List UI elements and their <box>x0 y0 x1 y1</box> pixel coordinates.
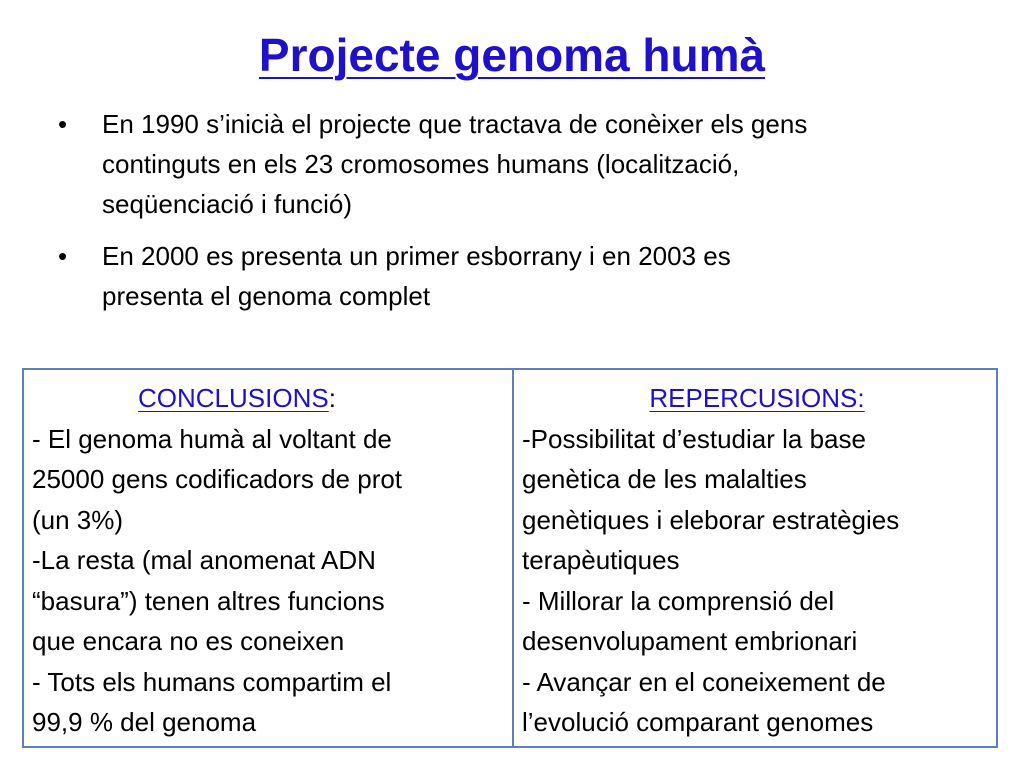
conclusions-text-line: - Tots els humans compartim el <box>32 666 392 697</box>
bullet-item <box>58 236 958 316</box>
bullet-text-line: continguts en els 23 cromosomes humans (localització, <box>102 149 740 179</box>
slide-title-link[interactable]: Projecte genoma humà <box>258 29 766 81</box>
repercussions-text-line: l’evolució comparant genomes <box>522 707 874 737</box>
repercussions-text-line: genètiques i eleborar estratègies <box>522 504 900 535</box>
repercussions-text-line: desenvolupament embrionari <box>522 626 858 656</box>
bullet-text-line: En 2000 es presenta un primer esborrany i en 2003 es <box>102 241 731 271</box>
slide-title[interactable] <box>0 22 1024 88</box>
conclusions-text-line: - El genoma humà al voltant de <box>32 423 392 454</box>
repercussions-text-line: - Avançar en el coneixement de <box>522 666 886 697</box>
conclusions-column <box>32 378 506 743</box>
repercussions-text-line: terapèutiques <box>522 545 680 575</box>
conclusions-text-line: “basura”) tenen altres funcions <box>32 585 385 616</box>
conclusions-text-line: 25000 gens codificadors de prot <box>32 464 403 494</box>
bullet-text-line: En 1990 s’inicià el projecte que tractava de conèixer els gens <box>102 109 808 139</box>
bullet-list <box>58 104 958 328</box>
bullet-icon: • <box>58 109 68 139</box>
repercussions-text-line: genètica de les malalties <box>522 464 807 494</box>
bullet-text-line: presenta el genoma complet <box>102 281 431 311</box>
repercussions-column <box>522 378 992 743</box>
bullet-item <box>58 104 958 224</box>
conclusions-heading-suffix: : <box>328 383 336 413</box>
conclusions-text-line: 99,9 % del genoma <box>32 707 257 737</box>
bullet-text-line: seqüenciació i funció) <box>102 189 353 219</box>
conclusions-heading <box>32 378 506 419</box>
bullet-icon: • <box>58 241 68 271</box>
repercussions-text-line: - Millorar la comprensió del <box>522 585 835 616</box>
conclusions-text-line: que encara no es coneixen <box>32 626 345 656</box>
repercussions-heading <box>522 378 992 419</box>
repercussions-heading-link[interactable]: REPERCUSIONS: <box>649 383 865 413</box>
conclusions-heading-link[interactable]: CONCLUSIONS <box>138 383 329 413</box>
repercussions-text-line: -Possibilitat d’estudiar la base <box>522 423 866 454</box>
conclusions-text-line: (un 3%) <box>32 504 124 535</box>
column-divider <box>512 368 514 748</box>
conclusions-text-line: -La resta (mal anomenat ADN <box>32 545 376 575</box>
